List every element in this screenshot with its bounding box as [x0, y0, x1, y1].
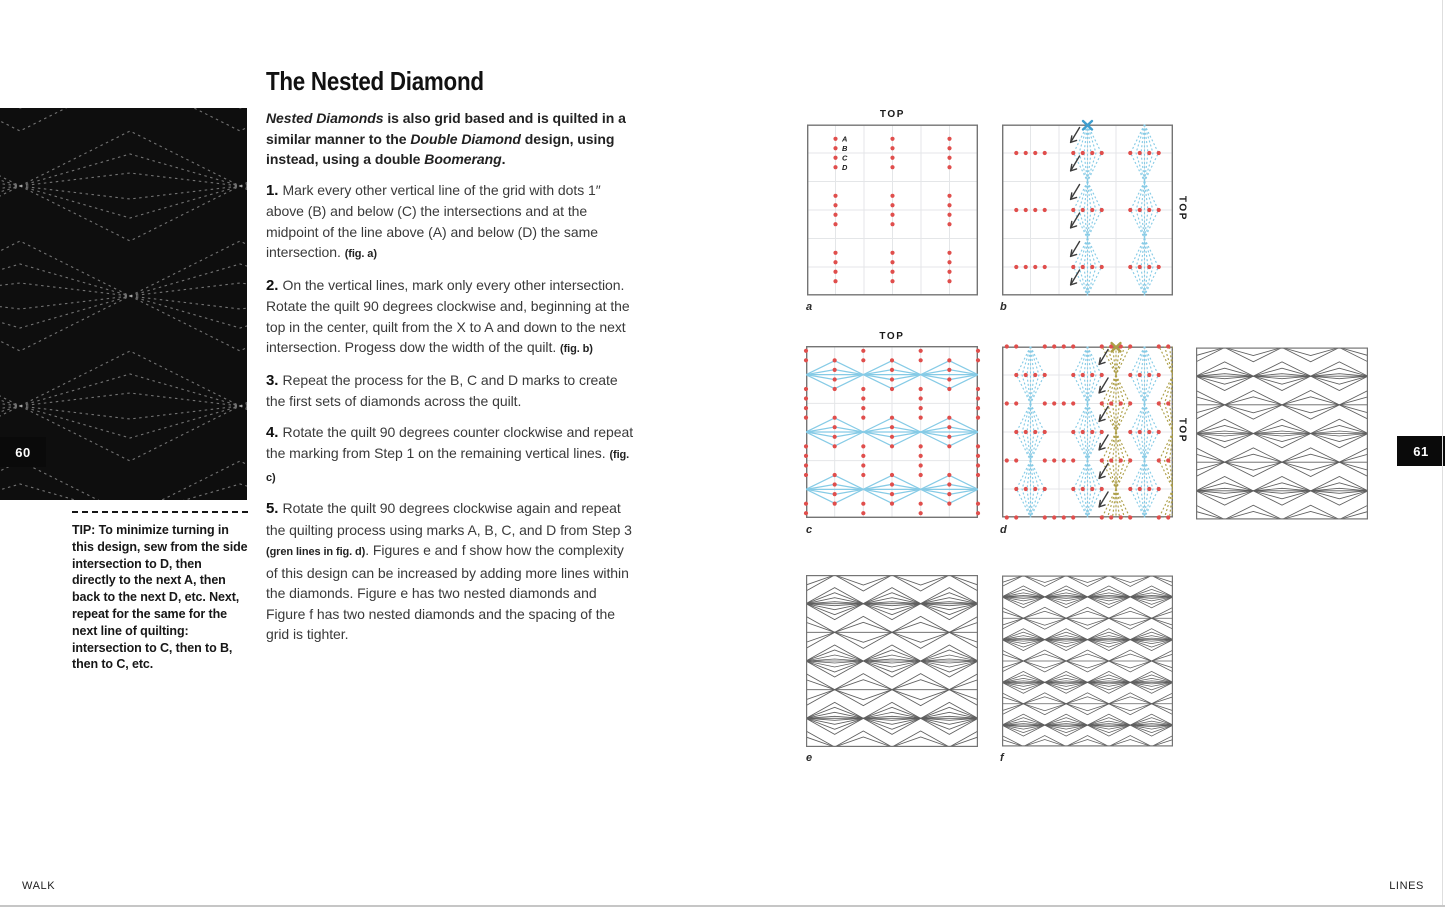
tip-divider [72, 511, 248, 513]
page-bottom-edge [0, 905, 1445, 907]
fig-c-top-label: TOP [879, 331, 905, 342]
footer-left-label: WALK [22, 880, 56, 892]
text-segment: Rotate the quilt 90 degrees counter clockwise and repeat the marking from Step 1 on the remaining vertical lines. [266, 423, 634, 461]
text-segment: On the vertical lines, mark only every other intersection. Rotate the quilt 90 degrees clockwise and, beginning at the top in the center, quilt from the X to A and down to the next intersection. Progess dow the width of the quilt. [266, 276, 630, 355]
fig-b-top-label: TOP [1176, 195, 1188, 222]
text-segment: is also grid based and is quilted in a similar manner to the [266, 110, 626, 147]
svg-text:D: D [841, 163, 848, 173]
step-paragraph [266, 422, 638, 489]
figure-c-remarked-grid [806, 346, 978, 518]
fig-a-caption: a [806, 301, 813, 313]
text-segment: Nested Diamonds [266, 110, 384, 126]
step-number: 2. [266, 276, 283, 294]
figure-reference: (fig. c) [266, 449, 630, 484]
figure-a-dot-grid [807, 124, 978, 296]
page-number-left-label: 60 [15, 444, 31, 460]
page-number-right-label: 61 [1413, 443, 1429, 459]
page-title: The Nested Diamond [266, 66, 484, 96]
text-segment: design, using instead, using a double [266, 130, 615, 167]
step-number: 4. [266, 423, 283, 441]
text-segment: Mark every other vertical line of the grid with dots 1″ above (B) and below (C) the intersections and at the midpoint of the line above (A) and below (D) the same intersection. [266, 181, 601, 260]
fig-c-caption: c [806, 524, 813, 536]
figure-e-nested-pattern [806, 575, 978, 747]
footer-right-label: LINES [1389, 880, 1424, 892]
fig-e-caption: e [806, 752, 813, 764]
step-paragraph [266, 370, 638, 412]
step-paragraph [266, 498, 638, 645]
fig-f-caption: f [1000, 752, 1004, 764]
svg-text:A: A [841, 134, 848, 144]
text-segment: Repeat the process for the B, C and D marks to create the first sets of diamonds across the quilt. [266, 371, 618, 409]
step-number: 3. [266, 371, 283, 389]
step-paragraph [266, 275, 638, 360]
fig-d-top-label: TOP [1176, 417, 1188, 444]
text-segment: . [501, 151, 506, 167]
page-number-right [1397, 436, 1445, 466]
text-segment: Rotate the quilt 90 degrees clockwise again and repeat the quilting process using marks A, B, C, and D from Step 3 [266, 500, 632, 538]
figure-b-quilting-start [1002, 124, 1173, 296]
intro-paragraph [266, 108, 638, 170]
step-number: 1. [266, 181, 283, 199]
figure-finished-pattern [1196, 347, 1368, 520]
text-segment: Double Diamond [410, 130, 521, 147]
page-right-edge [1442, 0, 1443, 905]
figure-reference: (fig. a) [344, 248, 377, 260]
svg-text:B: B [841, 144, 848, 154]
article [266, 66, 638, 655]
text-segment: Boomerang [424, 151, 502, 167]
fig-d-caption: d [1000, 524, 1007, 536]
figure-d-second-pass [1002, 346, 1173, 518]
figure-f-tight-pattern [1002, 575, 1173, 747]
instruction-steps [266, 180, 638, 645]
text-segment: . Figures e and f show how the complexity of this design can be increased by adding more lines within the diamonds. Figure e has two nested diamonds and Figure f has two nested diamonds and the spacing of the grid is tighter. [266, 542, 629, 642]
tip-box [72, 511, 248, 673]
tip-text: TIP: To minimize turning in this design, sew from the side intersection to D, then directly to the next A, then back to the next D, etc. Next, repeat for the same for the next line of quilting: intersection to C, then to B, then to C, etc. [72, 523, 248, 672]
step-paragraph [266, 180, 638, 265]
page-number-left [0, 437, 46, 467]
fig-a-top-label: TOP [879, 109, 906, 120]
svg-text:C: C [841, 153, 848, 163]
figure-reference: (gren lines in fig. d) [266, 546, 366, 558]
step-number: 5. [266, 500, 283, 517]
figure-reference: (fig. b) [560, 343, 593, 355]
fig-b-caption: b [1000, 301, 1007, 313]
